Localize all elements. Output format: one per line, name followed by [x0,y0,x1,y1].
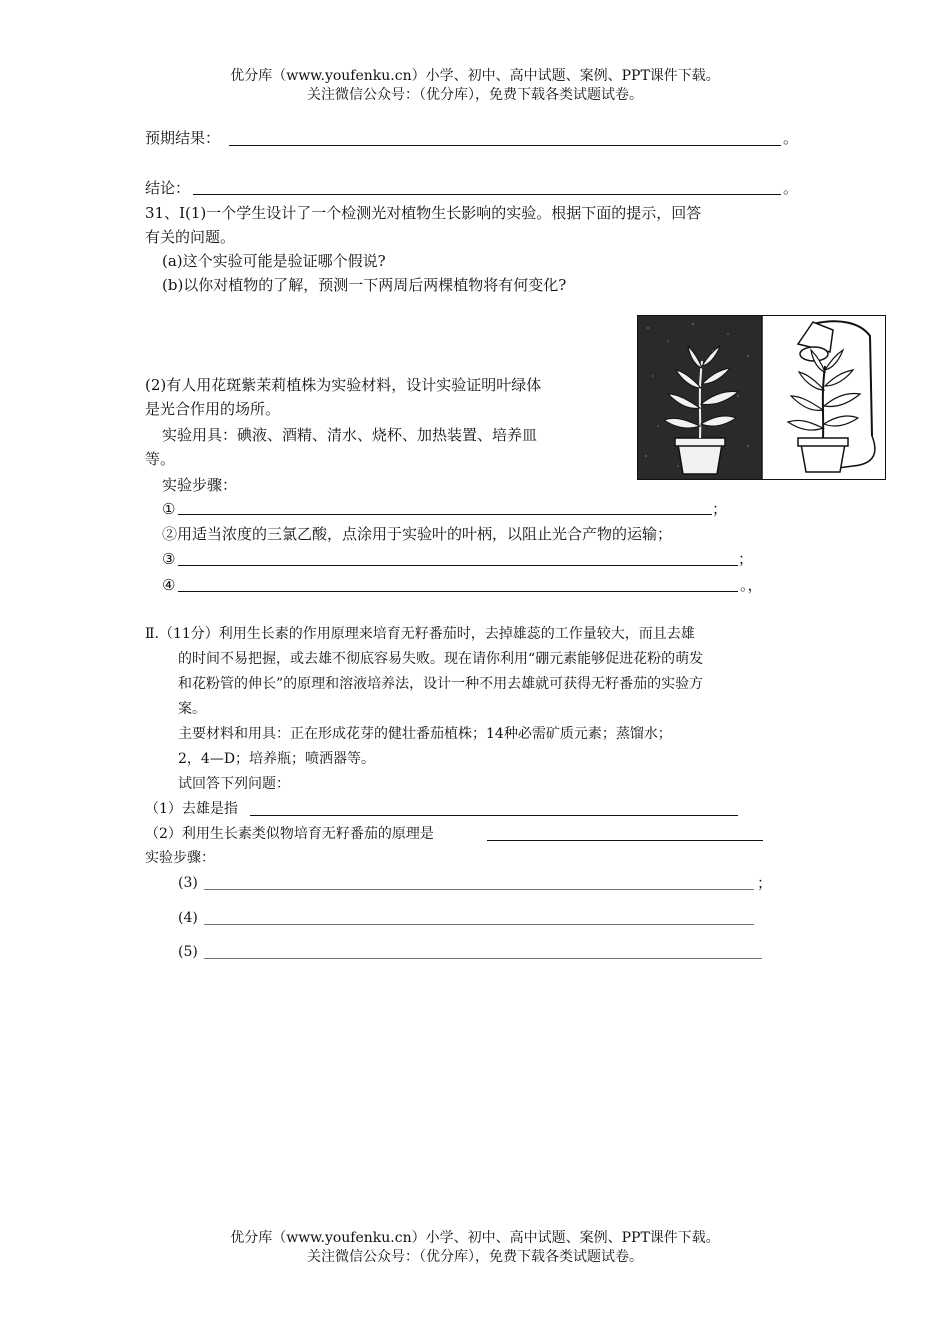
q31-step4-end: 。， [740,576,763,594]
q2-step-4-blank [204,924,754,925]
q31-sub-b: (b)以你对植物的了解，预测一下两周后两棵植物将有何变化? [162,276,567,294]
page-footer-line-1: 优分库（www.youfenku.cn）小学、初中、高中试题、案例、PPT课件下载。 [230,1230,720,1246]
conclusion-end: 。 [783,179,799,197]
q2-para-line-2: 的时间不易把握，或去雄不彻底容易失败。现在请你利用“硼元素能够促进花粉的萌发 [178,651,704,667]
lamp-panel-plant-icon [763,316,885,479]
q31-step3-end: ； [738,550,754,568]
q31-sub-a: (a)这个实验可能是验证哪个假说? [162,252,386,270]
conclusion-blank [193,194,781,195]
page-header-line-1: 优分库（www.youfenku.cn）小学、初中、高中试题、案例、PPT课件下载。 [230,68,720,84]
q2-step-3-blank [204,889,754,890]
q2-materials-line-1: 主要材料和用具：正在形成花芽的健壮番茄植株；14种必需矿质元素；蒸馏水； [178,726,672,742]
page-footer-line-2: 关注微信公众号：（优分库），免费下载各类试题试卷。 [307,1249,643,1265]
q2-step-3: (3) [178,875,198,891]
q2-step-3-end: ； [757,874,773,892]
q31-part2-line-1: (2)有人用花斑紫茉莉植株为实验材料，设计实验证明叶绿体 [145,376,542,394]
q31-intro-line-2: 有关的问题。 [145,228,236,246]
q31-steps-label: 实验步骤： [162,476,238,494]
q2-steps-label: 实验步骤： [145,850,215,866]
plant-experiment-figure [637,315,886,480]
conclusion-label: 结论： [145,179,191,197]
q2-sub-1: （1）去雄是指 [145,801,238,817]
q31-step1-blank [178,514,712,515]
q2-step-5-blank [204,958,762,959]
q31-step2: ②用适当浓度的三氯乙酸，点涂用于实验叶的叶柄，以阻止光合产物的运输； [162,525,673,543]
q2-para-line-1: Ⅱ.（11分）利用生长素的作用原理来培育无籽番茄时，去掉雄蕊的工作量较大，而且去雄 [145,626,695,642]
expected-result-label: 预期结果： [145,129,221,147]
q31-part2-line-2: 是光合作用的场所。 [145,400,281,418]
q31-step1-number: ① [162,500,176,518]
q2-materials-line-2: 2，4—D；培养瓶；喷洒器等。 [178,751,376,767]
q2-sub-2-blank [487,840,763,841]
dark-panel-plant-icon [638,316,762,479]
q31-intro-line-1: 31、Ⅰ(1)一个学生设计了一个检测光对植物生长影响的实验。根据下面的提示，回答 [145,204,702,222]
q31-step4-number: ④ [162,576,176,594]
expected-result-end: 。 [783,129,799,147]
q31-step3-blank [178,565,738,566]
q31-tools-line-1: 实验用具：碘液、酒精、清水、烧杯、加热装置、培养皿 [162,426,538,444]
q31-step1-end: ； [712,500,728,518]
page-header-line-2: 关注微信公众号：（优分库），免费下载各类试题试卷。 [307,87,643,103]
q2-para-line-3: 和花粉管的伸长”的原理和溶液培养法，设计一种不用去雄就可获得无籽番茄的实验方 [178,676,704,692]
expected-result-blank [229,145,781,146]
q31-step4-blank [178,591,738,592]
q2-para-line-4: 案。 [178,701,206,717]
q2-ask: 试回答下列问题： [178,776,290,792]
q2-sub-1-blank [250,815,738,816]
q2-sub-2: （2）利用生长素类似物培育无籽番茄的原理是 [145,826,434,842]
q31-step3-number: ③ [162,550,176,568]
q2-step-4: (4) [178,910,198,926]
q2-step-5: (5) [178,944,198,960]
q31-tools-line-2: 等。 [145,450,176,468]
